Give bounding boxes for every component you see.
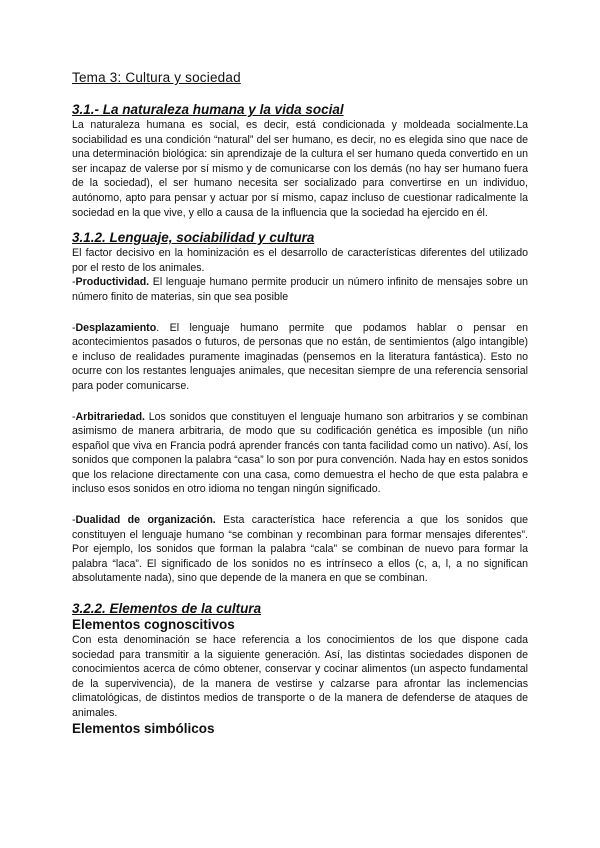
item-text: Esta característica hace referencia a que los sonidos que constituyen el lenguaje humano “se combinan y recombinan para formar mensajes diferentes”. Por ejemplo, los sonidos que forman la palabra “cala” se combinan de nuevo para formar la palabra “laca”. El significado de los sonidos no es intrínseco a ellos (c, a, l, a no significan absolutamente nada), sino que depende de la manera en que se combinan. <box>72 514 529 585</box>
item-prefix: - <box>72 410 76 423</box>
item-prefix: - <box>72 276 76 289</box>
subheading-cognoscitivos: Elementos cognoscitivos <box>72 617 235 633</box>
subheading-simbolicos: Elementos simbólicos <box>72 720 215 736</box>
section-paragraph-naturaleza-humana: La naturaleza humana es social, es decir, está condicionada y moldeada socialmente.La sociabilidad es una condición “natural” del ser humano, es decir, no es elegida sino que nace de una determinación biológica: sin aprendizaje de la cultura el ser humano queda convertido en un ser incapaz de valerse por sí mismo y de comunicarse con los demás (no hay ser humano fuera de la sociedad), el ser humano necesita ser socializado para convertirse en un individuo, autónomo, apto para pensar y actuar por sí mismo, capaz incluso de cuestionar radicalmente la sociedad en la que vive, y ello a causa de la influencia que la sociedad ha ejercido en él. <box>72 119 528 219</box>
section-heading-lenguaje: 3.1.2. Lenguaje, sociabilidad y cultura <box>72 230 315 246</box>
list-item-desplazamiento <box>72 321 528 394</box>
section-intro-lenguaje: El factor decisivo en la hominización es el desarrollo de características diferentes del utilizado por el resto de los animales. <box>72 247 528 274</box>
section-heading-naturaleza-humana: 3.1.- La naturaleza humana y la vida social <box>72 102 344 117</box>
item-text: . El lenguaje humano permite que podamos hablar o pensar en acontecimientos pasados o futuros, de personas que no están, de sentimientos (algo intangible) e incluso de realidades puramente imaginadas (pensemos en la literatura fantástica). Esto no ocurre con los restantes lenguajes animales, que necesitan siempre de una referencia sensorial para poder comunicarse. <box>72 321 528 392</box>
section-heading-elementos: 3.2.2. Elementos de la cultura <box>72 601 262 617</box>
item-prefix: - <box>72 514 76 527</box>
document-page <box>72 70 528 737</box>
item-text: Los sonidos que constituyen el lenguaje humano son arbitrarios y se combinan asimismo de manera arbitraria, de modo que su codificación genética es imposible (un niño español que viva en Francia podrá aprender francés con tanta facilidad como un nativo). Así, los sonidos que componen la palabra “casa” lo son por pura convención. Nada hay en estos sonidos que los relacione directamente con una casa, como demuestra el hecho de que esta palabra e incluso esos sonidos en otro idioma no tengan ningún significado. <box>72 410 528 496</box>
list-item-productividad <box>72 275 528 304</box>
item-term: Productividad. <box>75 276 150 289</box>
list-item-arbitrariedad <box>72 410 528 498</box>
item-prefix: - <box>72 321 76 334</box>
paragraph-cognoscitivos: Con esta denominación se hace referencia a los conocimientos de los que dispone cada sociedad para transmitir a la siguiente generación. Así, las distintas sociedades disponen de conocimientos acerca de cómo obtener, conservar y cocinar alimentos (un aspecto fundamental de la supervivencia), de la manera de vestirse y calzarse para afrontar las inclemencias climatológicas, de distintos medios de transporte o de la manera de defenderse de ataques de animales. <box>72 634 528 719</box>
item-term: Desplazamiento <box>75 321 157 334</box>
document-title: Tema 3: Cultura y sociedad <box>72 70 241 85</box>
item-term: Arbitrariedad. <box>75 410 145 423</box>
item-term: Dualidad de organización. <box>75 514 216 527</box>
item-text: El lenguaje humano permite producir un número infinito de mensajes sobre un número finito de materias, sin que sea posible <box>72 276 528 303</box>
list-item-dualidad <box>72 513 528 586</box>
